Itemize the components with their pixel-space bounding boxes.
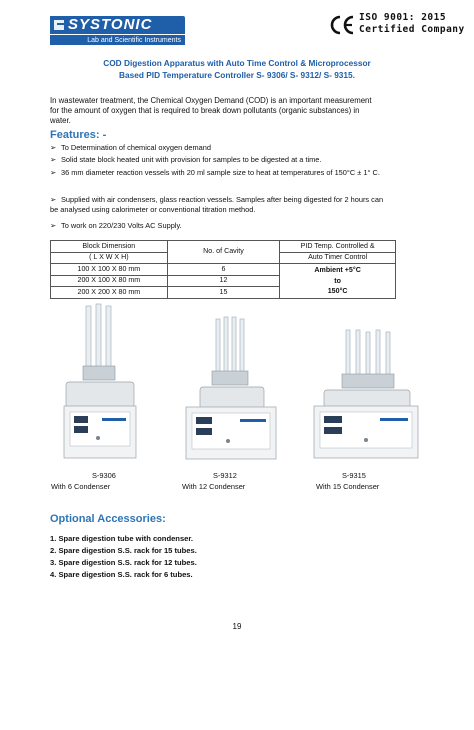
accessory-item: 3. Spare digestion S.S. rack for 12 tubes. — [50, 558, 197, 567]
product-image-s9306 — [62, 302, 138, 462]
arrow-icon: ➢ — [50, 143, 57, 152]
cell-cavity: 6 — [167, 264, 280, 276]
product-model-label: S-9315 — [342, 471, 366, 480]
iso-certification — [359, 12, 465, 36]
cell-dimension: 200 X 100 X 80 mm — [51, 275, 168, 287]
accessory-item: 2. Spare digestion S.S. rack for 15 tubes. — [50, 546, 197, 555]
page-number: 19 — [232, 622, 242, 631]
logo-tagline: Lab and Scientific Instruments — [50, 34, 185, 45]
ce-mark-icon — [329, 14, 355, 36]
product-model-label: S-9306 — [92, 471, 116, 480]
product-model-label: S-9312 — [213, 471, 237, 480]
accessory-item: 1. Spare digestion tube with condenser. — [50, 534, 194, 543]
arrow-icon: ➢ — [50, 221, 57, 230]
product-image-s9312 — [182, 315, 280, 463]
title-line-2: Based PID Temperature Controller S- 9306/ S- 9312/ S- 9315. — [119, 69, 355, 80]
header-no-of-cavity: No. of Cavity — [167, 241, 280, 264]
page-title — [50, 58, 424, 81]
feature-item: ➢ 36 mm diameter reaction vessels with 20 ml sample size to heat at temperatures of 150°C ± 1° C. — [50, 168, 380, 177]
certified-line: Certified Company — [359, 24, 465, 35]
accessory-item: 4. Spare digestion S.S. rack for 6 tubes. — [50, 570, 193, 579]
feature-item: ➢ Supplied with air condensers, glass reaction vessels. Samples after being digested for 2 hours can be analysed using calorimeter or conventional titration method. — [50, 195, 384, 215]
title-line-1: COD Digestion Apparatus with Auto Time Control & Microprocessor — [103, 58, 371, 68]
cell-dimension: 200 X 200 X 80 mm — [51, 287, 168, 299]
feature-item: ➢ To work on 220/230 Volts AC Supply. — [50, 221, 182, 230]
table-header-row — [51, 241, 396, 253]
product-desc-label: With 12 Condenser — [182, 482, 246, 491]
logo-emblem-icon — [50, 16, 68, 34]
arrow-icon: ➢ — [50, 155, 57, 164]
cell-cavity: 15 — [167, 287, 280, 299]
header-pid-line2: Auto Timer Control — [280, 252, 396, 264]
cell-dimension: 100 X 100 X 80 mm — [51, 264, 168, 276]
arrow-icon: ➢ — [50, 195, 57, 204]
header-dimension-units: ( L X W X H) — [51, 252, 168, 264]
product-desc-label: With 15 Condenser — [316, 482, 380, 491]
header-pid-line1: PID Temp. Controlled & — [280, 241, 396, 253]
feature-item: ➢ To Determination of chemical oxygen demand — [50, 143, 211, 152]
features-heading: Features: - — [50, 129, 107, 141]
arrow-icon: ➢ — [50, 168, 57, 177]
logo-name: SYSTONIC — [68, 16, 153, 33]
product-image-s9315 — [310, 328, 422, 462]
feature-item: ➢ Solid state block heated unit with provision for samples to be digested at a time. — [50, 155, 322, 164]
cell-temperature-range: Ambient +5°C to 150°C — [280, 264, 396, 299]
table-row — [51, 264, 396, 276]
header-block-dimension: Block Dimension — [82, 241, 136, 250]
intro-paragraph: In wastewater treatment, the Chemical Oxygen Demand (COD) is an important measurement for the amount of oxygen that is required to break down pollutants (organic substances) in water. — [50, 96, 372, 126]
systonic-logo — [50, 16, 185, 46]
cell-cavity: 12 — [167, 275, 280, 287]
iso-line: ISO 9001: 2015 — [359, 12, 447, 23]
product-desc-label: With 6 Condenser — [51, 482, 111, 491]
accessories-heading: Optional Accessories: — [50, 513, 166, 525]
specification-table — [50, 240, 396, 299]
